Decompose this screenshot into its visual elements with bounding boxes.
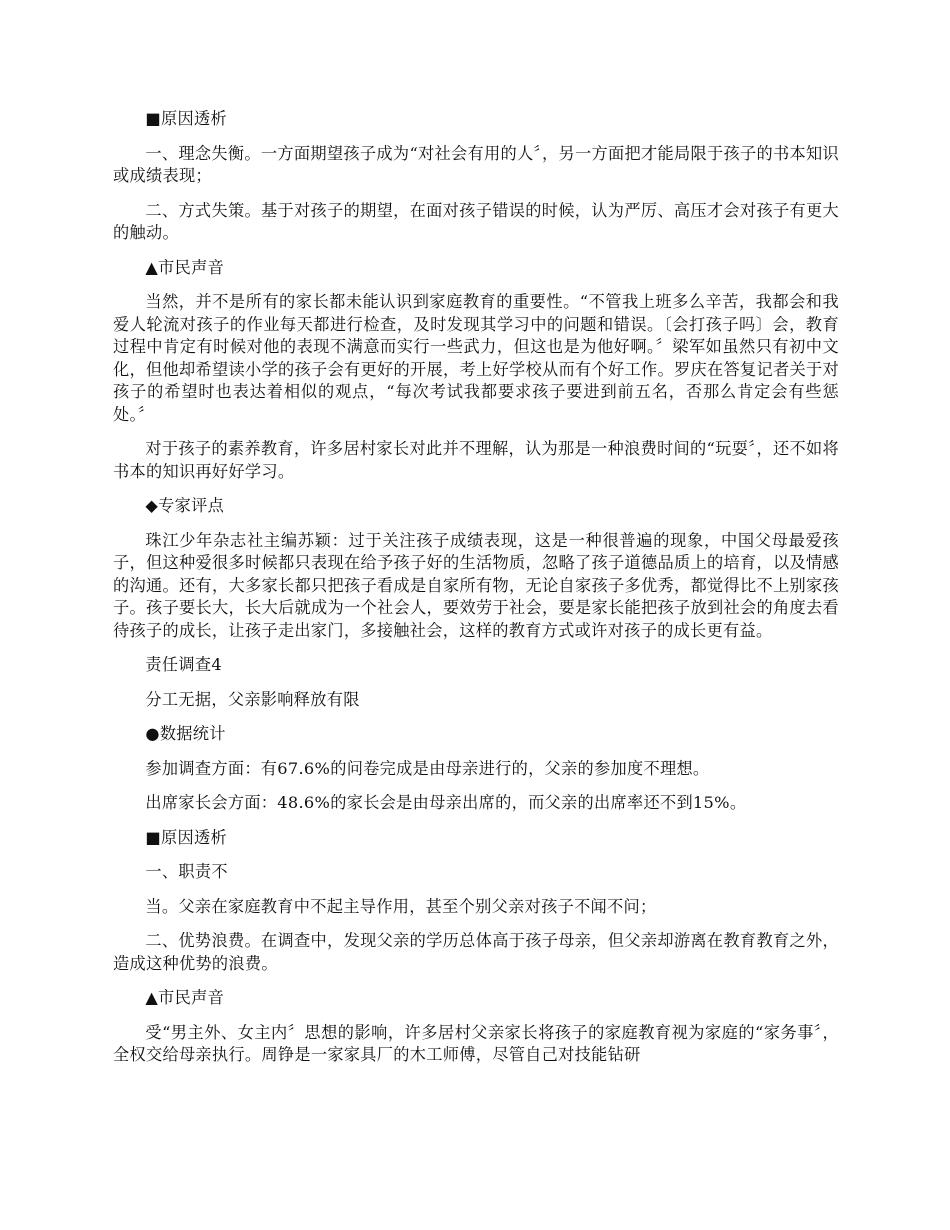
section-subtitle-division: 分工无据，父亲影响释放有限	[145, 689, 360, 709]
body-duty-text: 当。父亲在家庭教育中不起主导作用，甚至个别父亲对孩子不闻不问；	[145, 896, 657, 916]
heading-expert-comment: ◆专家评点	[145, 496, 225, 515]
heading-cause-analysis-2: ■原因透析	[145, 827, 227, 847]
document-page	[113, 108, 839, 1079]
heading-cause-analysis-1: ■原因透析	[145, 109, 227, 128]
section-title-survey-4: 责任调查4	[145, 655, 222, 674]
body-concept-imbalance: 一、理念失衡。一方面期望孩子成为“对社会有用的人〞，另一方面把才能局限于孩子的书本知识或成绩表现；	[113, 143, 839, 185]
body-duty-title: 一、职责不	[145, 862, 228, 881]
heading-citizen-voice-2: ▲市民声音	[145, 988, 225, 1007]
body-advantage-waste: 二、优势浪费。在调查中，发现父亲的学历总体高于孩子母亲，但父亲却游离在教育教育之外，造成这种优势的浪费。	[113, 931, 839, 973]
body-stat-parent-meeting: 出席家长会方面：48.6%的家长会是由母亲出席的，而父亲的出席率还不到15%。	[145, 793, 747, 812]
heading-citizen-voice-1: ▲市民声音	[145, 257, 225, 277]
body-citizen-voice-1a: 当然，并不是所有的家长都未能认识到家庭教育的重要性。“不管我上班多么辛苦，我都会和我爱人轮流对孩子的作业每天都进行检查，及时发现其学习中的问题和错误。〔会打孩子吗〕会，教育过程中肯定有时候对他的表现不满意而实行一些武力，但这也是为他好啊。〞梁军如虽然只有初中文化，但他却希望读小学的孩子会有更好的开展，考上好学校从而有个好工作。罗庆在答复记者关于对孩子的希望时也表达着相似的观点，“每次考试我都要求孩子要进到前五名，否那么肯定会有些惩处。〞	[113, 292, 839, 424]
body-expert-comment: 珠江少年杂志社主编苏颖：过于关注孩子成绩表现，这是一种很普遍的现象，中国父母最爱孩子，但这种爱很多时候都只表现在给予孩子好的生活物质，忽略了孩子道德品质上的培育，以及情感的沟通。还有，大多家长都只把孩子看成是自家所有物，无论自家孩子多优秀，都觉得比不上别家孩子。孩子要长大，长大后就成为一个社会人，要效劳于社会，要是家长能把孩子放到社会的角度去看待孩子的成长，让孩子走出家门，多接触社会，这样的教育方式或许对孩子的成长更有益。	[113, 530, 839, 640]
body-method-mistake: 二、方式失策。基于对孩子的期望，在面对孩子错误的时候，认为严厉、高压才会对孩子有更大的触动。	[113, 200, 839, 242]
body-citizen-voice-2: 受“男主外、女主内〞思想的影响，许多居村父亲家长将孩子的家庭教育视为家庭的“家务事〞，全权交给母亲执行。周铮是一家家具厂的木工师傅，尽管自己对技能钻研	[113, 1022, 839, 1064]
body-stat-survey-participation: 参加调查方面：有67.6%的问卷完成是由母亲进行的，父亲的参加度不理想。	[145, 758, 710, 778]
heading-data-stats: ●数据统计	[145, 724, 226, 743]
body-citizen-voice-1b: 对于孩子的素养教育，许多居村家长对此并不理解，认为那是一种浪费时间的“玩耍〞，还不如将书本的知识再好好学习。	[113, 439, 839, 481]
